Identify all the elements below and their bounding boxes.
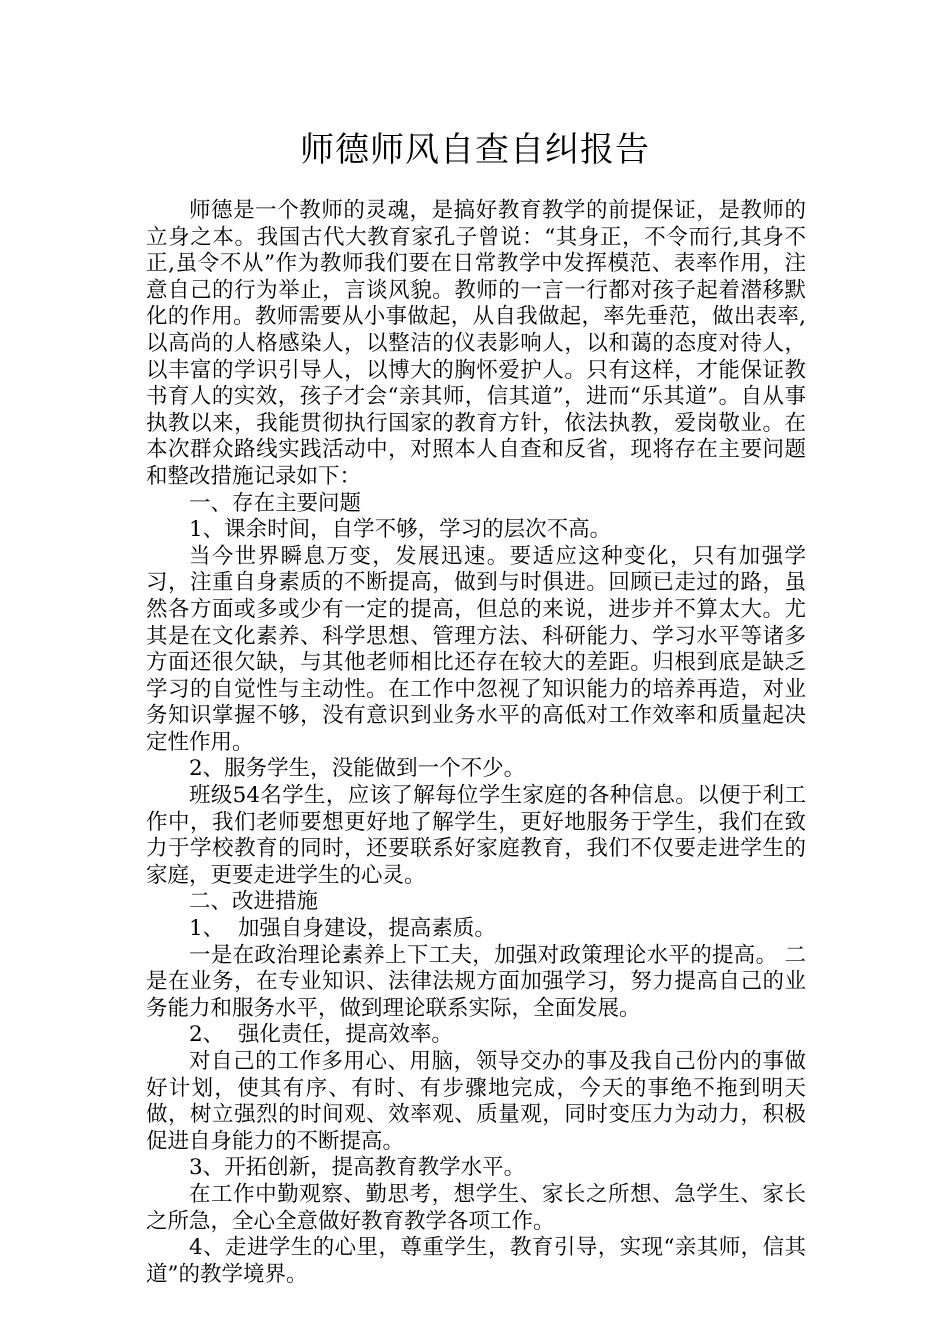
problem-1-paragraph: 当今世界瞬息万变，发展迅速。要适应这种变化，只有加强学习，注重自身素质的不断提高，做到与时俱进。回顾已走过的路，虽然各方面或多或少有一定的提高，但总的来说，进步并不算太大。尤其是在文化素养、科学思想、管理方法、科研能力、学习水平等诸多方面还很欠缺，与其他老师相比还存在较大的差距。归根到底是缺乏学习的自觉性与主动性。在工作中忽视了知识能力的培养再造，对业务知识掌握不够，没有意识到业务水平的高低对工作效率和质量起决定性作用。 bbox=[146, 543, 806, 755]
page-title: 师德师风自查自纠报告 bbox=[300, 130, 650, 170]
measure-3-paragraph: 在工作中勤观察、勤思考，想学生、家长之所想、急学生、家长之所急，全心全意做好教育教学各项工作。 bbox=[146, 1181, 806, 1234]
heading-problems: 一、存在主要问题 bbox=[189, 490, 362, 516]
measure-4-heading: 4、走进学生的心里，尊重学生，教育引导，实现“亲其师，信其道”的教学境界。 bbox=[146, 1235, 806, 1287]
problem-1-heading: 1、课余时间，自学不够，学习的层次不高。 bbox=[189, 517, 612, 543]
measure-3-heading: 3、开拓创新，提高教育教学水平。 bbox=[189, 1155, 526, 1181]
measure-1-heading: 1、 加强自身建设，提高素质。 bbox=[189, 916, 496, 942]
document-body bbox=[146, 198, 806, 1288]
heading-measures: 二、改进措施 bbox=[189, 889, 319, 915]
problem-2-heading: 2、服务学生，没能做到一个不少。 bbox=[189, 756, 526, 782]
measure-1-paragraph: 一是在政治理论素养上下工夫，加强对政策理论水平的提高。 二是在业务，在专业知识、法律法规方面加强学习，努力提高自己的业务能力和服务水平，做到理论联系实际，全面发展。 bbox=[146, 942, 806, 1021]
paragraph-intro: 师德是一个教师的灵魂，是搞好教育教学的前提保证，是教师的立身之本。我国古代大教育家孔子曾说：“其身正，不令而行,其身不正,虽令不从”作为教师我们要在日常教学中发挥模范、表率作用，注意自己的行为举止，言谈风貌。教师的一言一行都对孩子起着潜移默化的作用。教师需要从小事做起，从自我做起，率先垂范，做出表率,以高尚的人格感染人，以整洁的仪表影响人，以和蔼的态度对待人，以丰富的学识引导人，以博大的胸怀爱护人。只有这样，才能保证教书育人的实效，孩子才会“亲其师，信其道”，进而“乐其道”。自从事执教以来，我能贯彻执行国家的教育方针，依法执教，爱岗敬业。在本次群众路线实践活动中，对照本人自查和反省，现将存在主要问题和整改措施记录如下： bbox=[146, 198, 806, 489]
measure-2-paragraph: 对自己的工作多用心、用脑，领导交办的事及我自己份内的事做好计划，使其有序、有时、有步骤地完成，今天的事绝不拖到明天做，树立强烈的时间观、效率观、质量观，同时变压力为动力，积极促进自身能力的不断提高。 bbox=[146, 1049, 806, 1154]
problem-2-paragraph: 班级54名学生，应该了解每位学生家庭的各种信息。以便于利工作中，我们老师要想更好地了解学生，更好地服务于学生，我们在致力于学校教育的同时，还要联系好家庭教育，我们不仅要走进学生的家庭，更要走进学生的心灵。 bbox=[146, 783, 806, 888]
measure-2-heading: 2、 强化责任，提高效率。 bbox=[189, 1022, 453, 1048]
